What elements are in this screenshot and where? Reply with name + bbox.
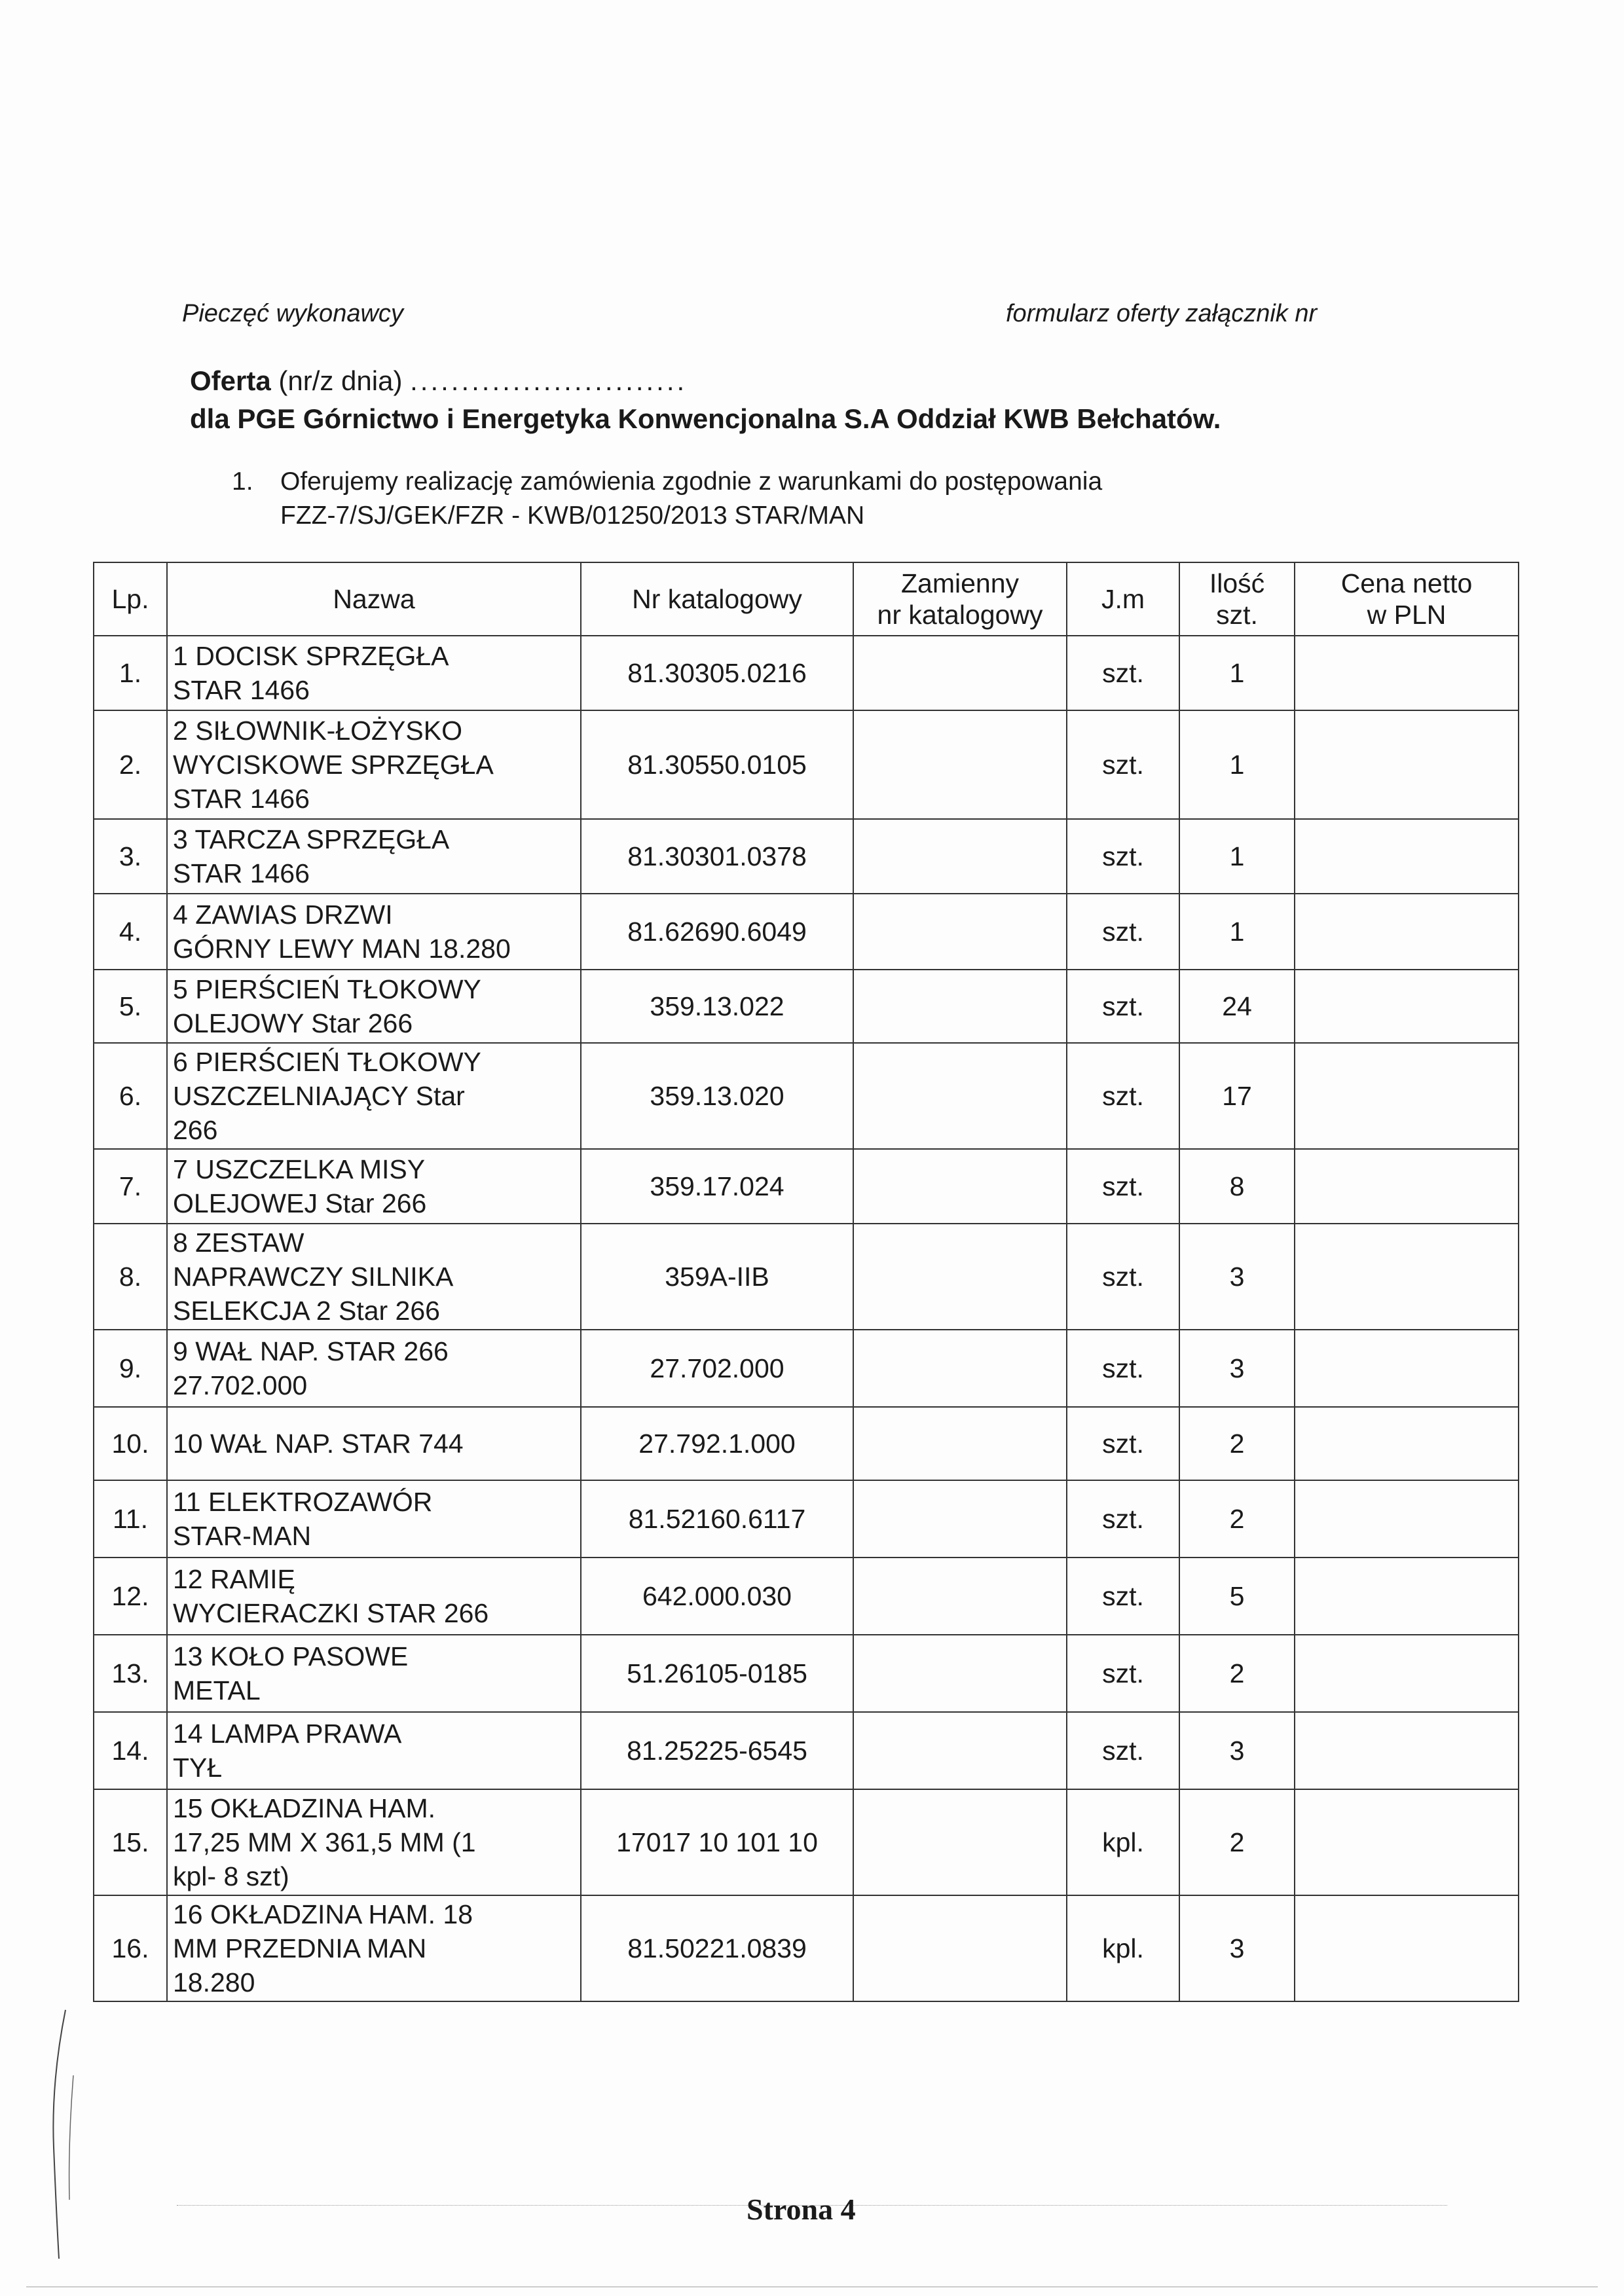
table-row	[94, 710, 1519, 819]
row-lp: 12.	[94, 1558, 167, 1635]
point-text-line-1: Oferujemy realizację zamówienia zgodnie z warunkami do postępowania	[280, 467, 1103, 496]
row-replacement-number	[853, 1895, 1067, 2001]
row-catalog-number: 359A-IIB	[581, 1224, 853, 1330]
table-row	[94, 1224, 1519, 1330]
row-net-price	[1295, 1330, 1519, 1407]
row-name: 3 TARCZA SPRZĘGŁA STAR 1466	[167, 819, 581, 894]
row-replacement-number	[853, 1043, 1067, 1149]
row-net-price	[1295, 1558, 1519, 1635]
row-net-price	[1295, 1224, 1519, 1330]
row-lp: 11.	[94, 1480, 167, 1558]
row-catalog-number: 81.62690.6049	[581, 894, 853, 970]
row-replacement-number	[853, 636, 1067, 710]
row-lp: 6.	[94, 1043, 167, 1149]
offer-table	[93, 562, 1519, 2002]
row-unit: szt.	[1067, 636, 1179, 710]
header-qty: Ilość szt.	[1179, 562, 1295, 636]
row-catalog-number: 17017 10 101 10	[581, 1789, 853, 1895]
row-net-price	[1295, 710, 1519, 819]
row-name: 13 KOŁO PASOWE METAL	[167, 1635, 581, 1712]
row-name: 11 ELEKTROZAWÓR STAR-MAN	[167, 1480, 581, 1558]
contractor-stamp-label: Pieczęć wykonawcy	[182, 300, 403, 327]
header-replacement: Zamienny nr katalogowy	[853, 562, 1067, 636]
row-catalog-number: 81.30550.0105	[581, 710, 853, 819]
row-quantity: 2	[1179, 1480, 1295, 1558]
row-catalog-number: 81.30305.0216	[581, 636, 853, 710]
row-name: 14 LAMPA PRAWA TYŁ	[167, 1712, 581, 1789]
row-catalog-number: 27.792.1.000	[581, 1407, 853, 1480]
row-lp: 9.	[94, 1330, 167, 1407]
row-net-price	[1295, 1480, 1519, 1558]
row-quantity: 8	[1179, 1149, 1295, 1224]
row-quantity: 2	[1179, 1635, 1295, 1712]
row-catalog-number: 81.50221.0839	[581, 1895, 853, 2001]
row-name: 16 OKŁADZINA HAM. 18 MM PRZEDNIA MAN 18.280	[167, 1895, 581, 2001]
row-catalog-number: 81.30301.0378	[581, 819, 853, 894]
table-row	[94, 1149, 1519, 1224]
point-text-line-2: FZZ-7/SJ/GEK/FZR - KWB/01250/2013 STAR/MAN	[280, 501, 865, 530]
row-lp: 5.	[94, 970, 167, 1043]
row-unit: szt.	[1067, 710, 1179, 819]
bottom-rule	[26, 2286, 1598, 2287]
row-lp: 8.	[94, 1224, 167, 1330]
row-replacement-number	[853, 894, 1067, 970]
header-unit: J.m	[1067, 562, 1179, 636]
row-quantity: 24	[1179, 970, 1295, 1043]
table-row	[94, 1712, 1519, 1789]
row-name: 12 RAMIĘ WYCIERACZKI STAR 266	[167, 1558, 581, 1635]
row-catalog-number: 51.26105-0185	[581, 1635, 853, 1712]
row-lp: 7.	[94, 1149, 167, 1224]
row-name: 1 DOCISK SPRZĘGŁA STAR 1466	[167, 636, 581, 710]
row-unit: szt.	[1067, 1149, 1179, 1224]
row-unit: szt.	[1067, 1635, 1179, 1712]
table-row	[94, 1480, 1519, 1558]
row-replacement-number	[853, 1149, 1067, 1224]
row-quantity: 1	[1179, 710, 1295, 819]
row-quantity: 3	[1179, 1224, 1295, 1330]
row-quantity: 1	[1179, 636, 1295, 710]
row-unit: szt.	[1067, 1224, 1179, 1330]
row-lp: 13.	[94, 1635, 167, 1712]
header-catalog: Nr katalogowy	[581, 562, 853, 636]
row-catalog-number: 642.000.030	[581, 1558, 853, 1635]
table-row	[94, 819, 1519, 894]
row-lp: 16.	[94, 1895, 167, 2001]
offer-date-blank: ...........................	[410, 365, 688, 396]
row-replacement-number	[853, 1635, 1067, 1712]
row-name: 15 OKŁADZINA HAM. 17,25 MM X 361,5 MM (1 kpl- 8 szt)	[167, 1789, 581, 1895]
row-lp: 15.	[94, 1789, 167, 1895]
row-name: 2 SIŁOWNIK-ŁOŻYSKO WYCISKOWE SPRZĘGŁA STAR 1466	[167, 710, 581, 819]
row-lp: 4.	[94, 894, 167, 970]
row-unit: szt.	[1067, 1330, 1179, 1407]
row-name: 4 ZAWIAS DRZWI GÓRNY LEWY MAN 18.280	[167, 894, 581, 970]
row-unit: szt.	[1067, 1712, 1179, 1789]
row-quantity: 2	[1179, 1789, 1295, 1895]
table-row	[94, 1043, 1519, 1149]
row-unit: szt.	[1067, 1558, 1179, 1635]
table-row	[94, 1558, 1519, 1635]
header-price: Cena netto w PLN	[1295, 562, 1519, 636]
row-net-price	[1295, 970, 1519, 1043]
pen-mark	[39, 2003, 92, 2265]
row-net-price	[1295, 1149, 1519, 1224]
point-number: 1.	[232, 467, 253, 496]
row-name: 10 WAŁ NAP. STAR 744	[167, 1407, 581, 1480]
row-replacement-number	[853, 1558, 1067, 1635]
row-quantity: 1	[1179, 819, 1295, 894]
row-unit: szt.	[1067, 819, 1179, 894]
row-net-price	[1295, 894, 1519, 970]
row-unit: szt.	[1067, 1407, 1179, 1480]
table-row	[94, 894, 1519, 970]
row-net-price	[1295, 1635, 1519, 1712]
row-name: 6 PIERŚCIEŃ TŁOKOWY USZCZELNIAJĄCY Star 266	[167, 1043, 581, 1149]
offer-line	[190, 365, 687, 397]
row-lp: 14.	[94, 1712, 167, 1789]
row-name: 7 USZCZELKA MISY OLEJOWEJ Star 266	[167, 1149, 581, 1224]
row-net-price	[1295, 1789, 1519, 1895]
row-replacement-number	[853, 970, 1067, 1043]
row-unit: szt.	[1067, 894, 1179, 970]
row-catalog-number: 359.13.022	[581, 970, 853, 1043]
row-catalog-number: 359.13.020	[581, 1043, 853, 1149]
row-lp: 10.	[94, 1407, 167, 1480]
page-number: Strona 4	[747, 2193, 856, 2226]
row-unit: szt.	[1067, 1480, 1179, 1558]
table-row	[94, 1330, 1519, 1407]
row-quantity: 5	[1179, 1558, 1295, 1635]
row-name: 5 PIERŚCIEŃ TŁOKOWY OLEJOWY Star 266	[167, 970, 581, 1043]
row-replacement-number	[853, 1224, 1067, 1330]
row-name: 8 ZESTAW NAPRAWCZY SILNIKA SELEKCJA 2 Star 266	[167, 1224, 581, 1330]
row-quantity: 3	[1179, 1712, 1295, 1789]
row-replacement-number	[853, 1480, 1067, 1558]
row-quantity: 2	[1179, 1407, 1295, 1480]
row-unit: szt.	[1067, 970, 1179, 1043]
table-row	[94, 1895, 1519, 2001]
row-unit: kpl.	[1067, 1895, 1179, 2001]
row-net-price	[1295, 1895, 1519, 2001]
row-catalog-number: 81.52160.6117	[581, 1480, 853, 1558]
row-lp: 3.	[94, 819, 167, 894]
row-lp: 1.	[94, 636, 167, 710]
row-quantity: 1	[1179, 894, 1295, 970]
table-row	[94, 1407, 1519, 1480]
table-row	[94, 1635, 1519, 1712]
table-row	[94, 970, 1519, 1043]
table-row	[94, 1789, 1519, 1895]
row-unit: szt.	[1067, 1043, 1179, 1149]
row-replacement-number	[853, 710, 1067, 819]
row-net-price	[1295, 819, 1519, 894]
header-lp: Lp.	[94, 562, 167, 636]
row-quantity: 3	[1179, 1895, 1295, 2001]
row-unit: kpl.	[1067, 1789, 1179, 1895]
row-catalog-number: 359.17.024	[581, 1149, 853, 1224]
row-replacement-number	[853, 1407, 1067, 1480]
form-attachment-label: formularz oferty załącznik nr	[1006, 300, 1318, 327]
row-replacement-number	[853, 1330, 1067, 1407]
row-replacement-number	[853, 819, 1067, 894]
row-net-price	[1295, 636, 1519, 710]
row-quantity: 3	[1179, 1330, 1295, 1407]
row-net-price	[1295, 1407, 1519, 1480]
row-name: 9 WAŁ NAP. STAR 266 27.702.000	[167, 1330, 581, 1407]
row-catalog-number: 27.702.000	[581, 1330, 853, 1407]
recipient-line: dla PGE Górnictwo i Energetyka Konwencjonalna S.A Oddział KWB Bełchatów.	[190, 403, 1221, 434]
row-replacement-number	[853, 1789, 1067, 1895]
header-name: Nazwa	[167, 562, 581, 636]
row-net-price	[1295, 1712, 1519, 1789]
offer-word: Oferta	[190, 365, 271, 396]
row-quantity: 17	[1179, 1043, 1295, 1149]
row-replacement-number	[853, 1712, 1067, 1789]
table-row	[94, 636, 1519, 710]
row-lp: 2.	[94, 710, 167, 819]
table-header-row	[94, 562, 1519, 636]
row-catalog-number: 81.25225-6545	[581, 1712, 853, 1789]
offer-date-label: (nr/z dnia)	[270, 365, 411, 396]
row-net-price	[1295, 1043, 1519, 1149]
